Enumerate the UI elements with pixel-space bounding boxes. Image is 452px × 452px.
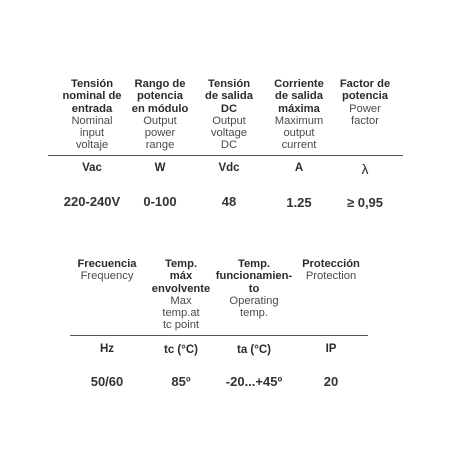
unit-vdc: Vdc [218, 162, 240, 174]
value-operating-temp: -20...+45º [225, 374, 283, 389]
header-operating-temp: Temp. funcionamien- to Operating temp. [215, 258, 293, 320]
header-divider-2 [70, 335, 368, 336]
unit-vac: Vac [82, 162, 102, 174]
header-max-temp: Temp. máx envolvente Max temp.at tc point [151, 258, 211, 332]
header-output-current: Corriente de salida máxima Maximum output current [274, 78, 324, 152]
value-max-temp: 85º [171, 374, 191, 389]
header-input-voltage: Tensión nominal de entrada Nominal input voltaje [62, 78, 122, 152]
value-power-range: 0-100 [143, 194, 177, 209]
value-input-voltage: 220-240V [63, 194, 121, 209]
unit-w: W [154, 162, 166, 174]
unit-ta: ta (°C) [237, 344, 271, 356]
value-output-voltage: 48 [221, 194, 237, 209]
unit-hz: Hz [99, 343, 115, 355]
unit-lambda: λ [361, 161, 369, 177]
value-output-current: 1.25 [286, 195, 312, 210]
unit-ip: IP [325, 343, 337, 355]
value-power-factor: ≥ 0,95 [346, 195, 384, 210]
header-power-range: Rango de potencia en módulo Output power range [131, 78, 189, 152]
header-output-voltage: Tensión de salida DC Output voltage DC [205, 78, 253, 152]
value-protection: 20 [323, 374, 339, 389]
unit-tc: tc (°C) [164, 344, 198, 356]
header-divider [48, 155, 403, 156]
header-frequency: Frecuencia Frequency [77, 258, 137, 283]
value-frequency: 50/60 [90, 374, 124, 389]
header-protection: Protección Protection [302, 258, 360, 283]
unit-a: A [294, 162, 304, 174]
header-power-factor: Factor de potencia Power factor [339, 78, 391, 127]
